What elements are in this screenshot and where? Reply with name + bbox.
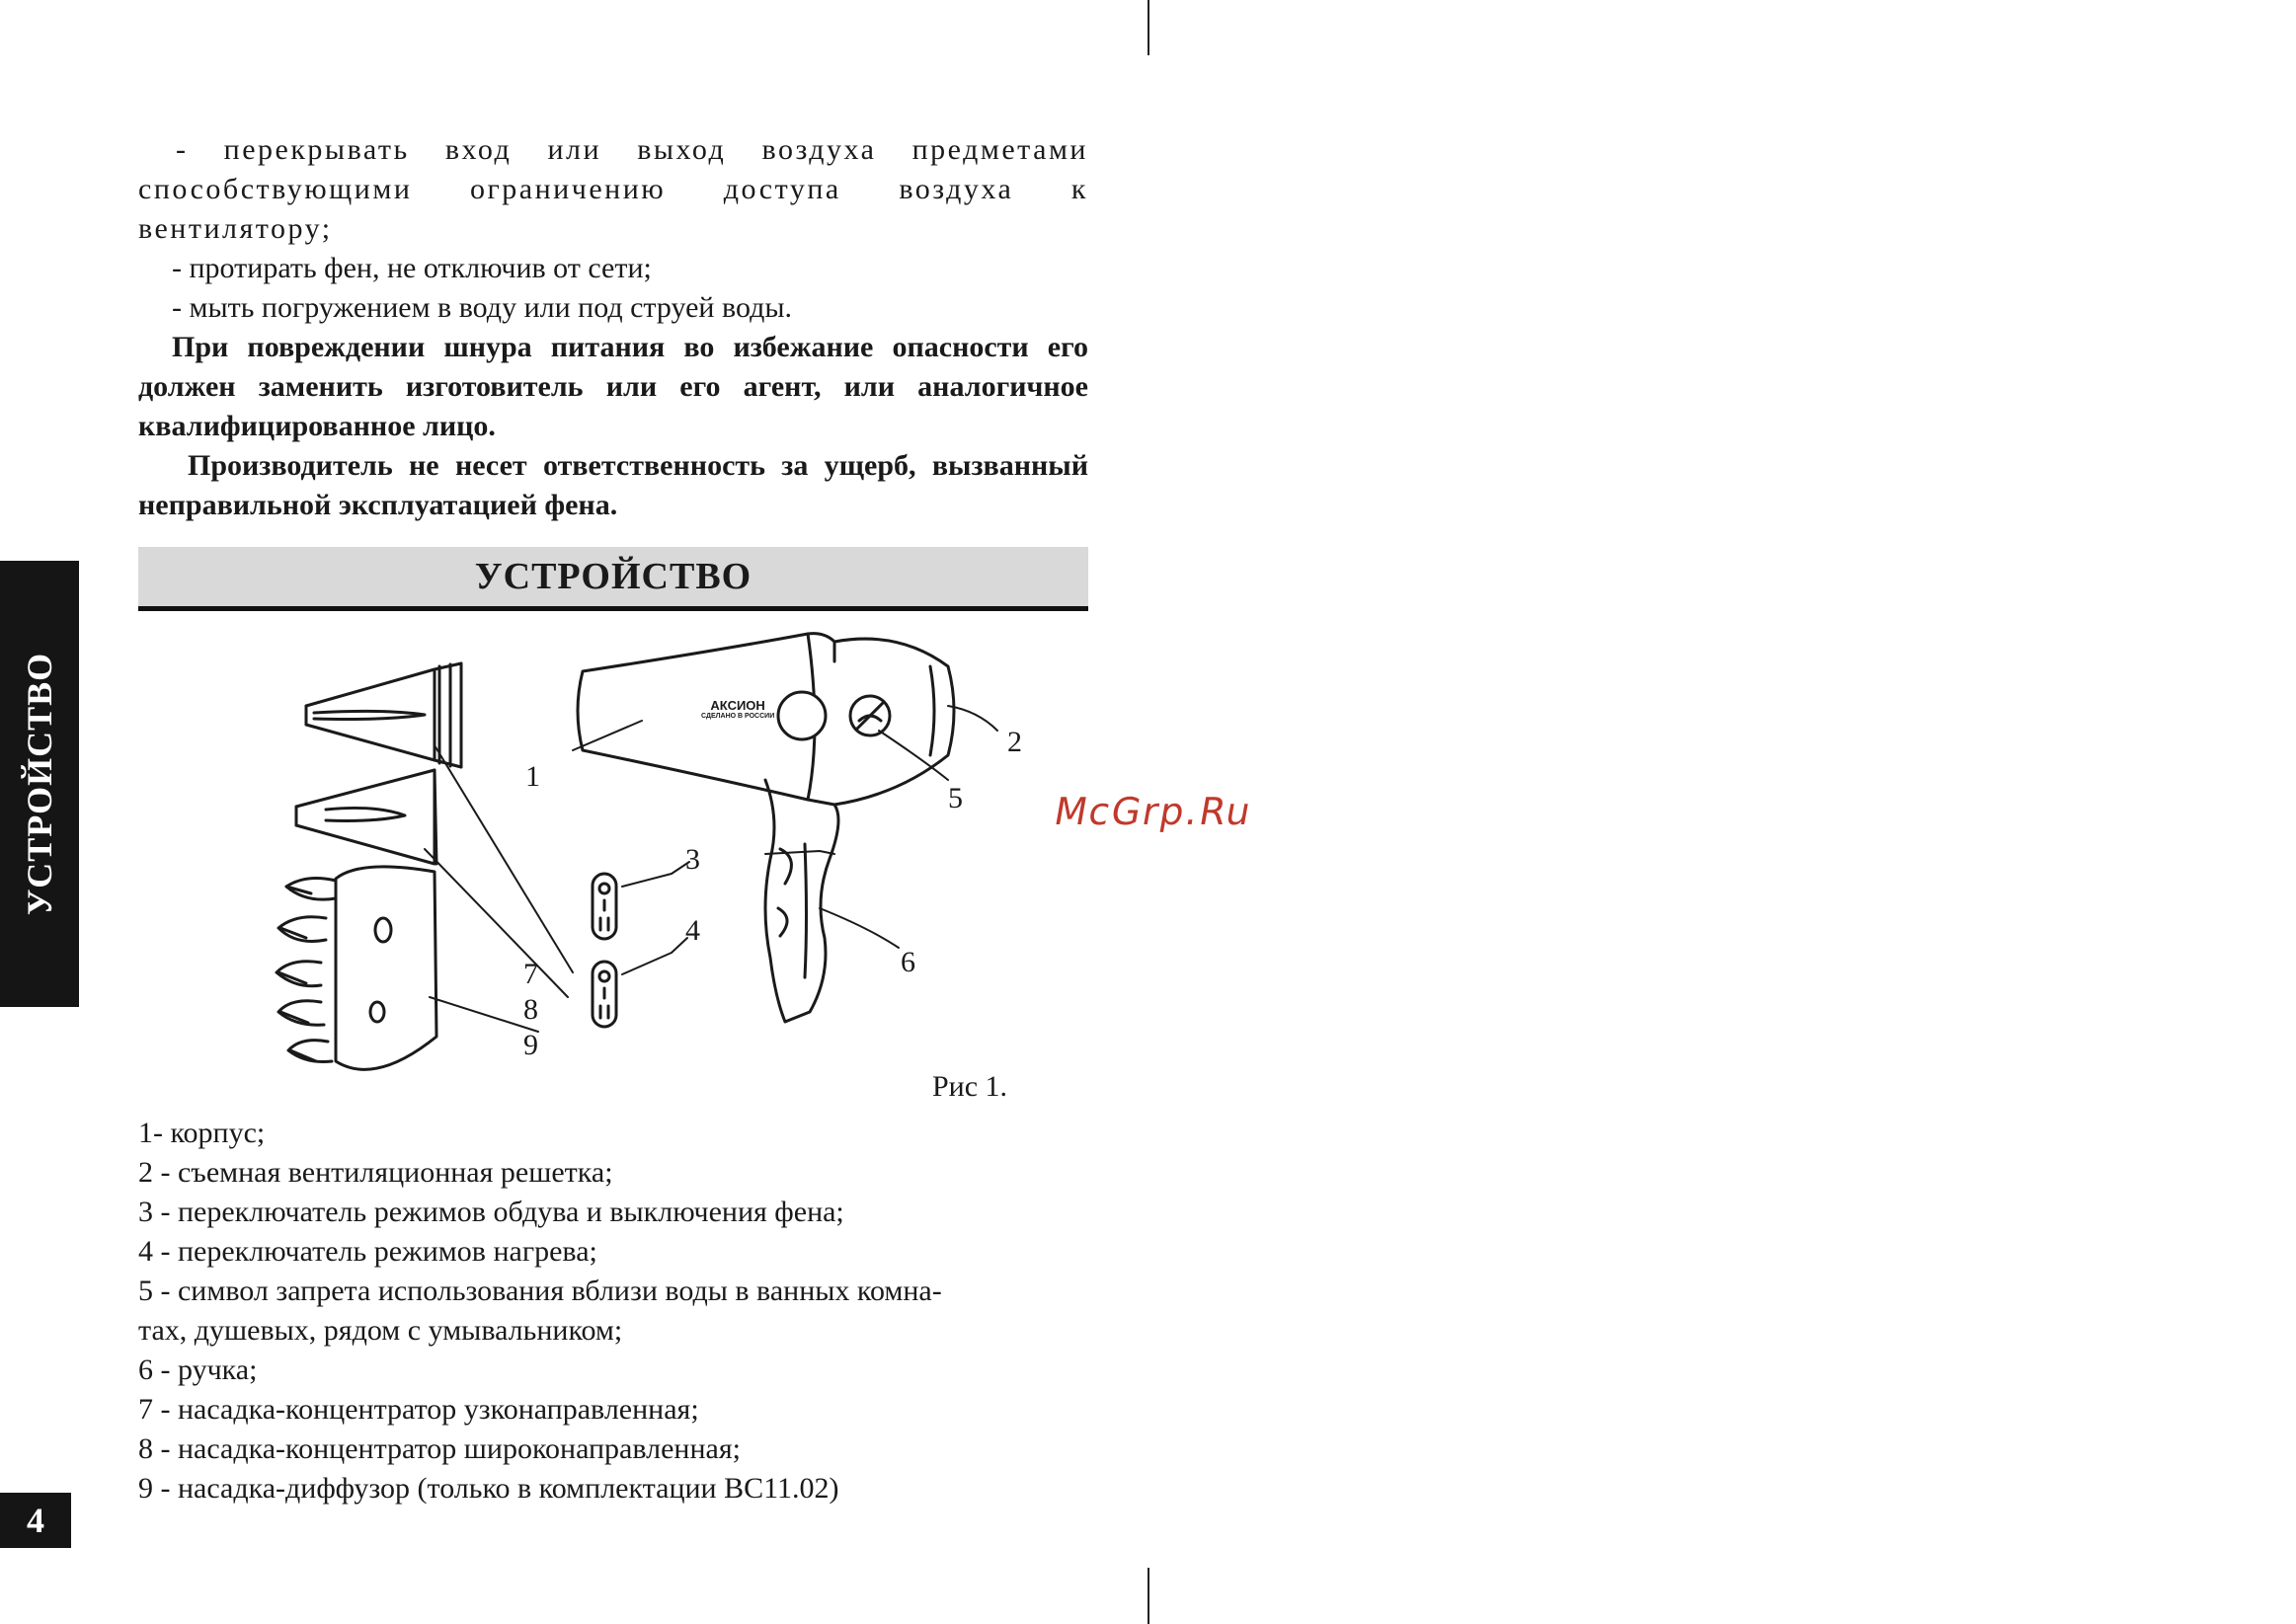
section-title: УСТРОЙСТВО	[474, 556, 752, 597]
legend-item: 8 - насадка-концентратор широконаправленная;	[138, 1432, 741, 1465]
brand-logo-name: АКСИОН	[710, 698, 765, 713]
warning-paragraph-airflow: - перекрывать вход или выход воздуха предметами способствующими ограничению доступа воздуха к вентилятору;	[138, 133, 1088, 245]
crop-mark-bottom	[1148, 1568, 1149, 1624]
legend-item: тах, душевых, рядом с умывальником;	[138, 1314, 623, 1347]
crop-mark-top	[1148, 0, 1149, 55]
warnings-text	[138, 130, 1088, 525]
figure-label-4: 4	[685, 914, 700, 947]
legend-item: 2 - съемная вентиляционная решетка;	[138, 1156, 613, 1189]
figure-label-5: 5	[948, 782, 963, 814]
legend-item: 3 - переключатель режимов обдува и выключения фена;	[138, 1196, 844, 1228]
diffuser-nozzle	[277, 867, 436, 1069]
legend-item: 7 - насадка-концентратор узконаправленная;	[138, 1393, 699, 1426]
side-tab	[0, 561, 79, 1007]
figure-label-9: 9	[523, 1029, 538, 1061]
warning-paragraph-cord: При повреждении шнура питания во избежание опасности его должен заменить изготовитель или его агент, или аналогичное квалифицированное лицо.	[138, 331, 1088, 442]
legend-item: 4 - переключатель режимов нагрева;	[138, 1235, 597, 1268]
switch-illustrations	[593, 874, 616, 1027]
parts-legend	[138, 1114, 1106, 1508]
warning-paragraph-wipe: - протирать фен, не отключив от сети;	[172, 252, 652, 284]
brand-logo	[701, 698, 774, 720]
figure-caption: Рис 1.	[932, 1070, 1008, 1103]
hair-dryer-body	[578, 634, 954, 1022]
brand-logo-subtitle: СДЕЛАНО В РОССИИ	[701, 713, 775, 720]
warning-paragraph-wash: - мыть погружением в воду или под струей воды.	[172, 291, 792, 324]
side-tab-label: УСТРОЙСТВО	[20, 652, 59, 916]
figure-label-1: 1	[525, 760, 540, 793]
legend-item: 6 - ручка;	[138, 1353, 258, 1386]
section-header	[138, 547, 1088, 611]
page-number: 4	[0, 1493, 71, 1548]
watermark: McGrp.Ru	[1051, 790, 1256, 833]
hair-dryer-illustration	[267, 622, 1037, 1116]
legend-item: 1- корпус;	[138, 1117, 266, 1149]
hair-dryer-figure	[267, 622, 1037, 1121]
warning-paragraph-liability: Производитель не несет ответственность за ущерб, вызванный неправильной эксплуатацией фена.	[138, 449, 1088, 521]
figure-label-8: 8	[523, 993, 538, 1026]
legend-item: 9 - насадка-диффузор (только в комплектации ВС11.02)	[138, 1472, 839, 1505]
figure-label-3: 3	[685, 843, 700, 876]
legend-item: 5 - символ запрета использования вблизи воды в ванных комна-	[138, 1275, 942, 1307]
wide-concentrator-nozzle	[296, 770, 436, 864]
figure-label-2: 2	[1007, 726, 1022, 758]
figure-label-6: 6	[901, 946, 915, 978]
figure-label-7: 7	[523, 958, 538, 990]
